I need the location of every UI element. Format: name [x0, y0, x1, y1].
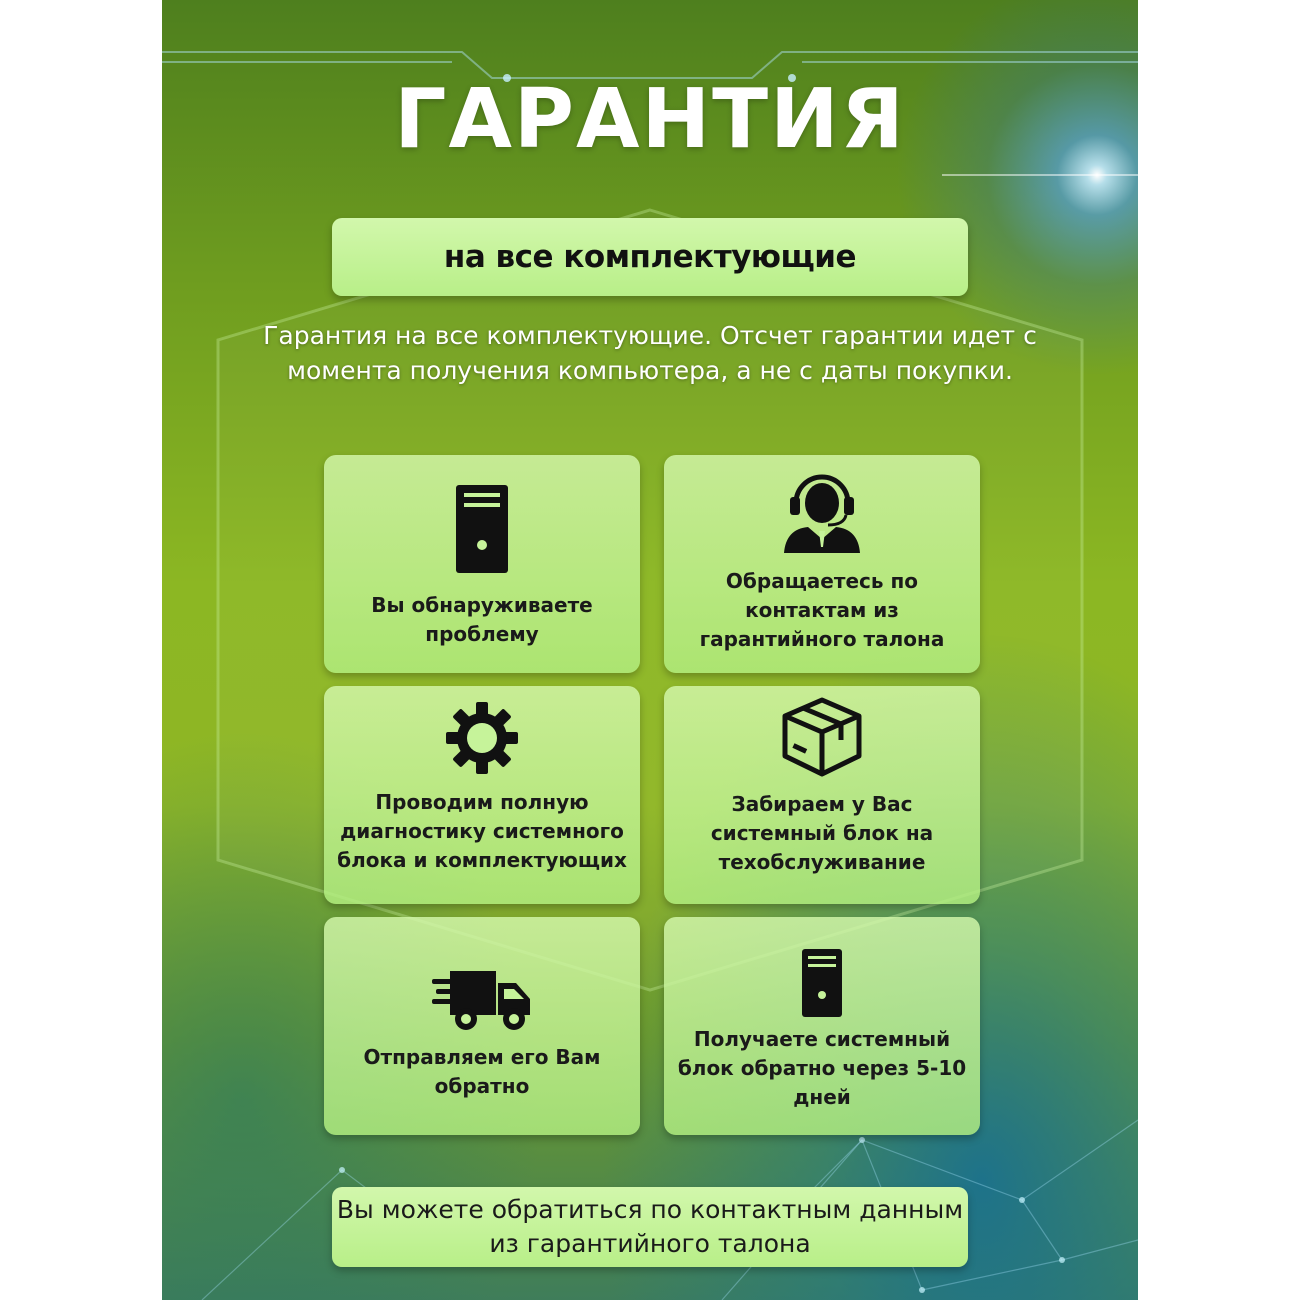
footer-banner [332, 1187, 968, 1267]
step-label-1: Вы обнаруживаете проблему [371, 593, 593, 646]
step-label-5: Отправляем его Вам обратно [363, 1045, 601, 1098]
step-label-2: Обращаетесь по контактам из гарантийного талона [699, 569, 945, 651]
server-tower-icon [324, 483, 640, 575]
step-label-6: Получаете системный блок обратно через 5-10 дней [677, 1027, 967, 1109]
step-card-6 [664, 917, 980, 1135]
step-label-4: Забираем у Вас системный блок на техобслуживание [710, 792, 934, 874]
subtitle-text: на все комплектующие [443, 239, 857, 275]
background-decoration [162, 0, 1138, 1300]
support-agent-icon [664, 469, 980, 553]
step-card-4 [664, 686, 980, 904]
server-tower-icon [664, 947, 980, 1019]
step-label-3: Проводим полную диагностику системного блока и комплектующих [337, 790, 627, 872]
gear-icon [324, 698, 640, 778]
intro-text: Гарантия на все комплектующие. Отсчет гарантии идет с момента получения компьютера, а не с даты покупки. [263, 321, 1037, 385]
step-card-3 [324, 686, 640, 904]
footer-text: Вы можете обратиться по контактным данным из гарантийного талона [336, 1195, 964, 1258]
warranty-poster [162, 0, 1138, 1300]
delivery-truck-icon [324, 967, 640, 1031]
step-card-2 [664, 455, 980, 673]
step-card-5 [324, 917, 640, 1135]
subtitle-banner [332, 218, 968, 296]
page-title: ГАРАНТИЯ [394, 72, 906, 167]
box-icon [664, 694, 980, 780]
step-card-1 [324, 455, 640, 673]
